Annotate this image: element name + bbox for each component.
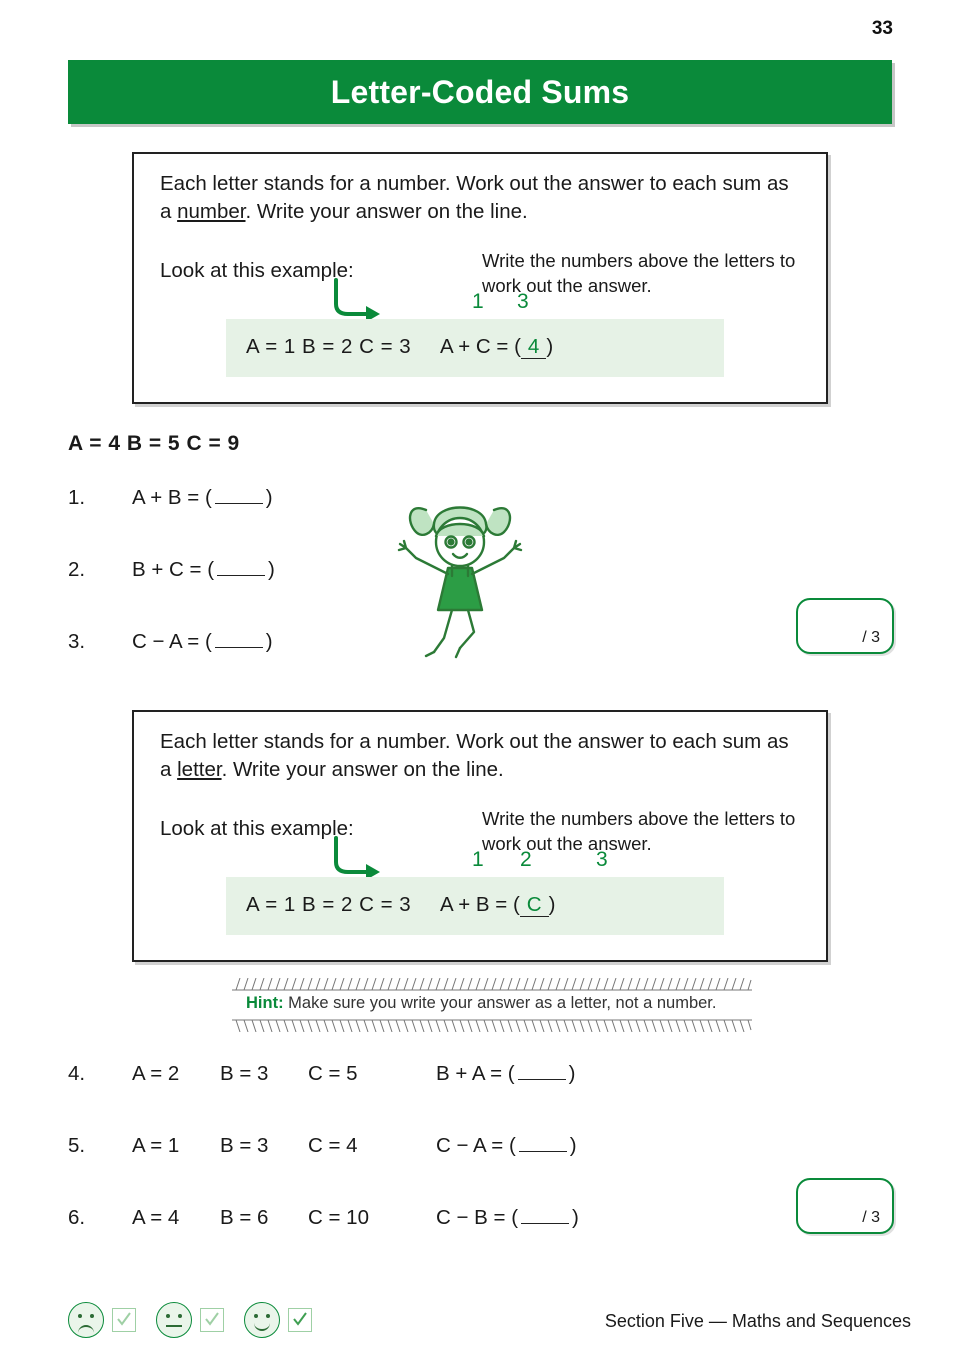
code-values-line: A = 4 B = 5 C = 9	[68, 432, 240, 455]
question-6-value-a: A = 4	[132, 1206, 180, 1229]
example-num-above-answer-2: 3	[596, 848, 608, 871]
example-sum-suffix-2: )	[548, 893, 556, 916]
hint-strip	[232, 978, 752, 1032]
example-num-above-c-1: 3	[517, 290, 529, 313]
question-body-4	[132, 1062, 575, 1086]
question-suffix-5: )	[569, 1134, 577, 1157]
example-answer-1: 4	[521, 335, 546, 359]
instruction-box-letter	[132, 710, 828, 962]
happy-face-icon	[244, 1302, 280, 1338]
question-number-2: 2.	[68, 558, 86, 581]
question-expression-4: B + A = (	[436, 1062, 515, 1085]
answer-blank-6[interactable]	[521, 1223, 569, 1224]
example-definitions-2: A = 1 B = 2 C = 3	[246, 893, 412, 916]
page-number: 33	[871, 18, 893, 39]
question-4-value-a: A = 2	[132, 1062, 180, 1085]
self-assessment-happy[interactable]	[244, 1302, 312, 1338]
question-expression-6: C − B = (	[436, 1206, 519, 1229]
instruction-lead2-part1: Each letter stands for a number. Work out the answer to each sum as a	[160, 730, 789, 781]
checkbox-sad[interactable]	[112, 1308, 136, 1332]
sad-face-icon	[68, 1302, 104, 1338]
hint-text	[246, 994, 716, 1013]
example-num-above-a-2: 1	[472, 848, 484, 871]
checkbox-neutral[interactable]	[200, 1308, 224, 1332]
answer-blank-3[interactable]	[215, 647, 263, 648]
example-note-1: Write the numbers above the letters to work out the answer.	[482, 250, 796, 296]
question-number-5: 5.	[68, 1134, 86, 1157]
question-number-4: 4.	[68, 1062, 86, 1085]
score-box-2-label: / 3	[862, 1209, 880, 1226]
hint-label: Hint:	[246, 994, 284, 1012]
instruction-keyword-letter: letter	[177, 758, 222, 781]
example-strip-2	[226, 877, 724, 935]
question-suffix-6: )	[572, 1206, 579, 1229]
instruction-lead-part2: . Write your answer on the line.	[245, 200, 528, 223]
instruction-lead-part1: Each letter stands for a number. Work out the answer to each sum as a	[160, 172, 789, 223]
page-title-banner	[68, 60, 892, 124]
example-num-above-b-2: 2	[520, 848, 532, 871]
question-body-1	[132, 486, 273, 510]
instruction-text-2	[160, 728, 800, 784]
page-title: Letter-Coded Sums	[330, 73, 630, 110]
instruction-keyword-number: number	[177, 200, 246, 223]
question-number-3: 3.	[68, 630, 86, 653]
self-assessment-neutral[interactable]	[156, 1302, 224, 1338]
example-sum-prefix-2: A + B = (	[440, 893, 520, 916]
score-box-2[interactable]	[796, 1178, 894, 1234]
checkbox-happy[interactable]	[288, 1308, 312, 1332]
question-expression-2: B + C = (	[132, 558, 215, 581]
example-sum-2	[440, 893, 555, 917]
question-expression-1: A + B = (	[132, 486, 212, 509]
footer-section-label: Section Five — Maths and Sequences	[604, 1311, 911, 1331]
example-sum-suffix-1: )	[546, 335, 554, 358]
neutral-face-icon	[156, 1302, 192, 1338]
answer-blank-5[interactable]	[519, 1151, 567, 1152]
question-expression-3: C − A = (	[132, 630, 212, 653]
question-suffix-4: )	[568, 1062, 576, 1085]
question-body-3	[132, 630, 273, 654]
question-5-value-a: A = 1	[132, 1134, 180, 1157]
instruction-lead2-part2: . Write your answer on the line.	[221, 758, 504, 781]
instruction-text-1	[160, 170, 800, 226]
girl-illustration	[390, 480, 530, 665]
answer-blank-4[interactable]	[518, 1079, 566, 1080]
question-4-value-b: B = 3	[220, 1062, 269, 1085]
self-assessment-row	[68, 1302, 332, 1338]
question-5-value-b: B = 3	[220, 1134, 269, 1157]
question-suffix-3: )	[265, 630, 273, 653]
question-suffix-1: )	[265, 486, 273, 509]
question-body-6	[132, 1206, 579, 1230]
question-expression-5: C − A = (	[436, 1134, 516, 1157]
example-note-2: Write the numbers above the letters to work out the answer.	[482, 808, 796, 854]
torn-edge-bottom-icon	[232, 1019, 752, 1032]
question-suffix-2: )	[268, 558, 275, 581]
question-body-2	[132, 558, 275, 582]
example-label-1: Look at this example:	[160, 259, 354, 282]
question-body-5	[132, 1134, 577, 1158]
torn-edge-top-icon	[232, 978, 752, 991]
example-label-2: Look at this example:	[160, 817, 354, 840]
self-assessment-sad[interactable]	[68, 1302, 136, 1338]
score-box-1[interactable]	[796, 598, 894, 654]
answer-blank-1[interactable]	[215, 503, 263, 504]
instruction-box-number	[132, 152, 828, 404]
answer-blank-2[interactable]	[217, 575, 265, 576]
question-number-1: 1.	[68, 486, 86, 509]
example-definitions-1: A = 1 B = 2 C = 3	[246, 335, 412, 358]
example-strip-1	[226, 319, 724, 377]
question-5-value-c: C = 4	[308, 1134, 358, 1157]
question-number-6: 6.	[68, 1206, 86, 1229]
example-sum-1	[440, 335, 553, 359]
question-6-value-b: B = 6	[220, 1206, 269, 1229]
question-4-value-c: C = 5	[308, 1062, 358, 1085]
example-sum-prefix-1: A + C = (	[440, 335, 521, 358]
score-box-1-label: / 3	[862, 629, 880, 646]
question-6-value-c: C = 10	[308, 1206, 369, 1229]
example-num-above-a-1: 1	[472, 290, 484, 313]
hint-body: Make sure you write your answer as a letter, not a number.	[288, 994, 717, 1012]
example-answer-2: C	[520, 893, 549, 917]
